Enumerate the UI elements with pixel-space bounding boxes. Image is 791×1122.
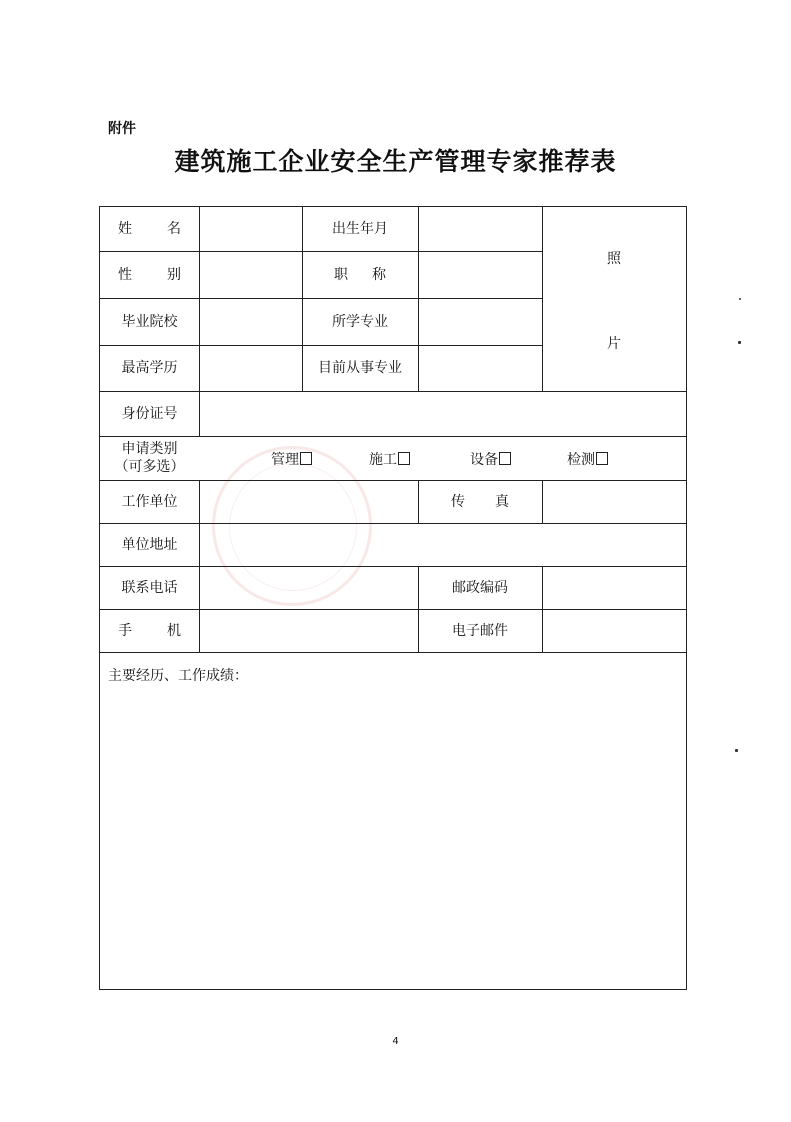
scan-speck xyxy=(738,341,741,344)
id-label: 身份证号 xyxy=(121,405,178,422)
birth-label: 出生年月 xyxy=(332,221,388,237)
address-label: 单位地址 xyxy=(121,536,178,553)
scan-speck xyxy=(735,749,738,752)
category-inspection-label: 检测 xyxy=(567,452,595,468)
workplace-label: 工作单位 xyxy=(121,493,178,510)
mobile-label-char-1: 手 xyxy=(118,622,132,639)
current-major-field[interactable] xyxy=(418,345,542,391)
annex-label: 附件 xyxy=(108,121,136,137)
category-management-option[interactable] xyxy=(271,449,312,469)
name-label-char-2: 名 xyxy=(167,221,181,237)
recommendation-form xyxy=(99,206,687,990)
photo-box[interactable] xyxy=(542,207,686,391)
education-label: 最高学历 xyxy=(121,360,178,376)
name-label-char-1: 姓 xyxy=(118,221,132,237)
experience-label: 主要经历、工作成绩： xyxy=(108,668,248,684)
document-title: 建筑施工企业安全生产管理专家推荐表 xyxy=(174,147,617,176)
school-label: 毕业院校 xyxy=(121,313,178,330)
email-field[interactable] xyxy=(542,609,686,652)
major-field[interactable] xyxy=(418,298,542,345)
workplace-field[interactable] xyxy=(199,480,418,523)
category-label-line-1: 申请类别 xyxy=(121,441,178,457)
gender-field[interactable] xyxy=(199,251,302,298)
address-field[interactable] xyxy=(199,523,686,566)
category-construction-option[interactable] xyxy=(369,449,410,469)
photo-label-2: 片 xyxy=(607,336,621,352)
category-management-label: 管理 xyxy=(271,452,299,468)
photo-label-1: 照 xyxy=(607,251,621,267)
current-major-label: 目前从事专业 xyxy=(318,360,402,376)
fax-label xyxy=(418,480,542,523)
checkbox-icon[interactable] xyxy=(499,452,511,465)
postcode-label: 邮政编码 xyxy=(452,579,508,596)
mobile-label xyxy=(100,609,199,652)
title-label-char-2: 称 xyxy=(372,266,386,283)
category-inspection-option[interactable] xyxy=(567,449,608,469)
gender-label xyxy=(100,251,199,298)
phone-label: 联系电话 xyxy=(121,579,178,596)
category-equipment-label: 设备 xyxy=(470,452,498,468)
mobile-label-char-2: 机 xyxy=(167,622,181,639)
title-field[interactable] xyxy=(418,251,542,298)
category-label xyxy=(100,436,199,480)
fax-label-char-2: 真 xyxy=(495,493,509,510)
category-construction-label: 施工 xyxy=(369,452,397,468)
email-label: 电子邮件 xyxy=(452,622,508,639)
fax-label-char-1: 传 xyxy=(451,493,465,510)
id-field[interactable] xyxy=(199,391,686,436)
postcode-field[interactable] xyxy=(542,566,686,609)
name-label xyxy=(100,207,199,251)
category-equipment-option[interactable] xyxy=(470,449,511,469)
name-field[interactable] xyxy=(199,207,302,251)
phone-field[interactable] xyxy=(199,566,418,609)
scan-speck xyxy=(739,298,741,300)
experience-field[interactable] xyxy=(100,652,686,989)
fax-field[interactable] xyxy=(542,480,686,523)
gender-label-char-1: 性 xyxy=(118,266,132,283)
school-field[interactable] xyxy=(199,298,302,345)
checkbox-icon[interactable] xyxy=(300,452,312,465)
checkbox-icon[interactable] xyxy=(398,452,410,465)
birth-field[interactable] xyxy=(418,207,542,251)
checkbox-icon[interactable] xyxy=(596,452,608,465)
title-label-char-1: 职 xyxy=(334,266,348,283)
mobile-field[interactable] xyxy=(199,609,418,652)
title-label xyxy=(302,251,418,298)
education-field[interactable] xyxy=(199,345,302,391)
page-number: 4 xyxy=(392,1036,399,1047)
category-label-line-2: （可多选） xyxy=(114,459,185,475)
gender-label-char-2: 别 xyxy=(167,266,181,283)
major-label: 所学专业 xyxy=(332,313,388,330)
